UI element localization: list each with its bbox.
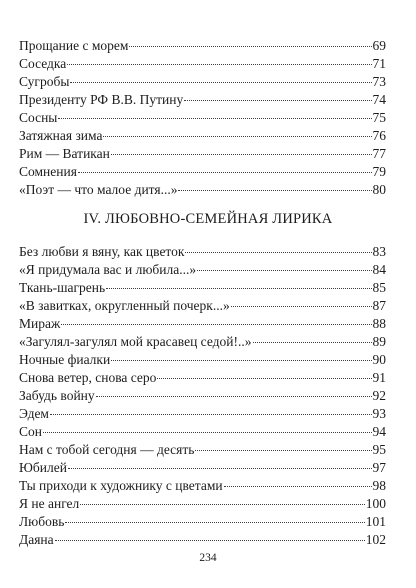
toc-entry-page: 97 (372, 460, 386, 475)
dot-leader (195, 450, 371, 451)
toc-entry-page: 73 (372, 74, 386, 89)
dot-leader (106, 288, 371, 289)
toc-entry (19, 163, 386, 181)
toc-entry-page: 88 (372, 316, 386, 331)
toc-entry-title: «Я придумала вас и любила...» (19, 262, 197, 277)
toc-entry-title: Сугробы (19, 74, 70, 89)
toc-entry-title: Забудь войну (19, 388, 95, 403)
toc-entry (19, 369, 386, 387)
dot-leader (231, 306, 372, 307)
toc-entry (19, 127, 386, 145)
toc-entry-title: Я не ангел (19, 496, 80, 511)
toc-entry-page: 80 (372, 182, 386, 197)
toc-entry (19, 297, 386, 315)
page-number: 234 (199, 552, 217, 564)
toc-entry-title: «Поэт — что малое дитя...» (19, 182, 178, 197)
dot-leader (178, 190, 371, 191)
toc-entry (19, 73, 386, 91)
toc-entry-title: Президенту РФ В.В. Путину (19, 92, 184, 107)
dot-leader (80, 504, 364, 505)
toc-entry-page: 83 (372, 244, 386, 259)
toc-entry (19, 181, 386, 199)
toc-entry-title: Соседка (19, 56, 67, 71)
toc-entry-title: Ночные фиалки (19, 352, 111, 367)
section-heading: IV. ЛЮБОВНО-СЕМЕЙНАЯ ЛИРИКА (83, 211, 333, 227)
dot-leader (129, 46, 371, 47)
toc-entry (19, 531, 386, 549)
dot-leader (78, 172, 372, 173)
toc-entry-title: «В завитках, округленный почерк...» (19, 298, 230, 313)
dot-leader (55, 540, 365, 541)
toc-entry-page: 76 (372, 128, 386, 143)
toc-entry-title: Даяна (19, 532, 54, 547)
toc-entry (19, 109, 386, 127)
dot-leader (224, 486, 372, 487)
toc-entry-title: Прощание с морем (19, 38, 129, 53)
dot-leader (184, 100, 371, 101)
toc-entry-title: Сон (19, 424, 42, 439)
dot-leader (253, 342, 372, 343)
dot-leader (157, 378, 371, 379)
dot-leader (185, 252, 371, 253)
dot-leader (111, 360, 371, 361)
dot-leader (50, 414, 372, 415)
toc-entry-page: 87 (372, 298, 386, 313)
toc-entry (19, 279, 386, 297)
toc-entry (19, 477, 386, 495)
dot-leader (96, 396, 372, 397)
toc-entry (19, 495, 386, 513)
dot-leader (58, 118, 371, 119)
toc-entry-title: Эдем (19, 406, 49, 421)
dot-leader (103, 136, 371, 137)
toc-entry (19, 55, 386, 73)
toc-entry (19, 333, 386, 351)
toc-entry-page: 95 (372, 442, 386, 457)
toc-entry-page: 100 (365, 496, 386, 511)
dot-leader (111, 154, 372, 155)
toc-entry-page: 79 (372, 164, 386, 179)
toc-entry-title: Сомнения (19, 164, 77, 179)
toc-entry-page: 75 (372, 110, 386, 125)
toc-entry-title: Ты приходи к художнику с цветами (19, 478, 223, 493)
toc-entry-page: 71 (372, 56, 386, 71)
toc-entry-title: Рим — Ватикан (19, 146, 110, 161)
toc-entry-title: Нам с тобой сегодня — десять (19, 442, 195, 457)
toc-entry (19, 423, 386, 441)
toc-entry-page: 90 (372, 352, 386, 367)
toc-entry-title: Юбилей (19, 460, 67, 475)
toc-entry-page: 69 (372, 38, 386, 53)
dot-leader (68, 468, 372, 469)
toc-entry (19, 351, 386, 369)
toc-entry (19, 513, 386, 531)
toc-entry-title: Затяжная зима (19, 128, 103, 143)
toc-entry-page: 77 (372, 146, 386, 161)
toc-entry-page: 74 (372, 92, 386, 107)
dot-leader (67, 64, 371, 65)
toc-entry-title: «Загулял-загулял мой красавец седой!..» (19, 334, 252, 349)
toc-entry (19, 387, 386, 405)
toc-entry (19, 145, 386, 163)
toc-entry-page: 102 (365, 532, 386, 547)
toc-entry (19, 405, 386, 423)
toc-entry-title: Сосны (19, 110, 58, 125)
toc-entry-title: Мираж (19, 316, 61, 331)
toc-entry (19, 315, 386, 333)
toc-entry-title: Снова ветер, снова серо (19, 370, 157, 385)
toc-entry (19, 261, 386, 279)
dot-leader (61, 324, 371, 325)
toc-entry (19, 459, 386, 477)
toc-entry-page: 85 (372, 280, 386, 295)
toc-entry-page: 91 (372, 370, 386, 385)
toc-entry-page: 89 (372, 334, 386, 349)
toc-entry-page: 93 (372, 406, 386, 421)
toc-entry-page: 84 (372, 262, 386, 277)
toc-entry-page: 98 (372, 478, 386, 493)
dot-leader (70, 82, 371, 83)
toc-entry (19, 91, 386, 109)
dot-leader (197, 270, 371, 271)
dot-leader (65, 522, 364, 523)
toc-entry-title: Любовь (19, 514, 65, 529)
toc-entry (19, 441, 386, 459)
toc-entry-page: 94 (372, 424, 386, 439)
toc-entry (19, 37, 386, 55)
toc-entry (19, 243, 386, 261)
toc-entry-page: 101 (365, 514, 386, 529)
toc-entry-page: 92 (372, 388, 386, 403)
dot-leader (43, 432, 372, 433)
toc-entry-title: Ткань-шагрень (19, 280, 106, 295)
toc-entry-title: Без любви я вяну, как цветок (19, 244, 185, 259)
